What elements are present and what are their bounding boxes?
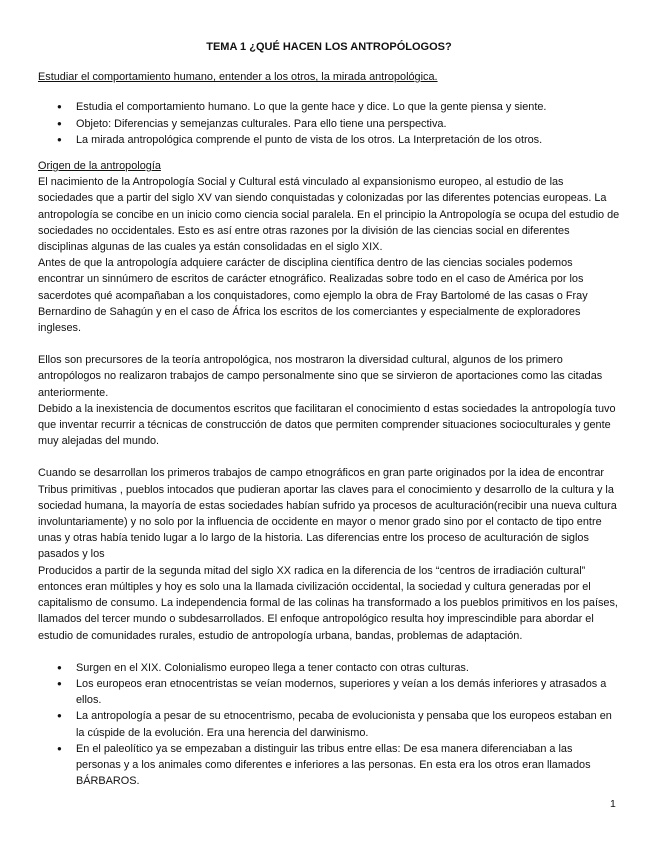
- final-bullet-list: [38, 660, 620, 790]
- paragraph-precursors: Ellos son precursores de la teoría antropológica, nos mostraron la diversidad cultural, algunos de los primero antropólogos no realizaron trabajos de campo personalmente sino que se sirvieron de aportaciones como las citadas anteriormente.: [38, 354, 603, 399]
- paragraph-origin: El nacimiento de la Antropología Social y Cultural está vinculado al expansionismo europeo, al estudio de las sociedades que a partir del siglo XV van siendo conquistadas y colonizadas por las diferentes potencias europeas. La antropología se concibe en un inicio como ciencia social paralela. En el principio la Antropología se ocupa del estudio de sociedades no occidentales. Esto es así entre otras razones por la división de las ciencias social en diferentes disciplinas algunas de las cuales ya están consolidadas en el siglo XIX.: [38, 176, 620, 254]
- document-subtitle: Estudiar el comportamiento humano, entender a los otros, la mirada antropológica.: [38, 71, 438, 84]
- intro-bullet-item: ● La mirada antropológica comprende el punto de vista de los otros. La Interpretación de los otros.: [76, 132, 620, 148]
- final-bullet-item: ● Los europeos eran etnocentristas se veían modernos, superiores y veían a los demás inferiores y atrasados a ellos.: [76, 676, 620, 708]
- section-heading: Origen de la antropología: [38, 160, 161, 173]
- paragraph-ethnographic-writings: Antes de que la antropología adquiere carácter de disciplina científica dentro de las ciencias sociales podemos encontrar un sinnúmero de escritos de carácter etnográfico. Realizadas sobre todo en el caso de América por los sacerdotes qué acompañaban a los conquistadores, como ejemplo la obra de Fray Bartolomé de las casas o Fray Bernardino de Sahagún y en el caso de África los escritos de los comerciantes y especialmente de exploradores ingleses.: [38, 257, 588, 335]
- intro-bullet-item: ● Objeto: Diferencias y semejanzas culturales. Para ello tiene una perspectiva.: [76, 116, 620, 132]
- paragraph-twentieth-century: Producidos a partir de la segunda mitad del siglo XX radica en la diferencia de los “centros de irradiación cultural” entonces eran múltiples y hoy es solo una la llamada civilización occidental, la sociedad y cultura generadas por el capitalismo de consumo. La independencia formal de las colinas ha transformado a los pueblos primitivos en los países, llamados del tercer mundo o subdesarrollados. El enfoque antropológico resulta hoy imprescindible para abordar el estudio de comunidades rurales, estudio de antropología urbana, bandas, problemas de adaptación.: [38, 564, 618, 642]
- document-body: [38, 39, 620, 799]
- final-bullet-item: ● En el paleolítico ya se empezaban a distinguir las tribus entre ellas: De esa manera diferenciaban a las personas y a los animales como diferentes e inferiores a las personas. En esta era los otros eran llamados BÁRBAROS.: [76, 741, 620, 790]
- document-title: TEMA 1 ¿QUÉ HACEN LOS ANTROPÓLOGOS?: [206, 41, 452, 53]
- paragraph-documents: Debido a la inexistencia de documentos escritos que facilitaran el conocimiento d estas sociedades la antropología tuvo que inventar recurrir a técnicas de construcción de datos que permiten comprender situaciones socioculturales y gente muy alejadas del mundo.: [38, 402, 616, 448]
- final-bullet-item: ● Surgen en el XIX. Colonialismo europeo llega a tener contacto con otras culturas.: [76, 660, 620, 676]
- paragraph-fieldwork: Cuando se desarrollan los primeros trabajos de campo etnográficos en gran parte originados por la idea de encontrar Tribus primitivas , pueblos intocados que pudieran aportar las claves para el conocimiento y desarrollo de la cultura y la sociedad humana, la mayoría de estas sociedades habían sufrido ya procesos de aculturación(recibir una nueva cultura involuntariamente) y no solo por la influencia de occidente en mayor o menor grado sino por el contacto de tipo entre unas y otras había tenido lugar a lo largo de la historia. Las diferencias entre los proceso de aculturación de siglos pasados y los: [38, 467, 617, 561]
- intro-bullet-list: [38, 99, 620, 148]
- final-bullet-item: ● La antropología a pesar de su etnocentrismo, pecaba de evolucionista y pensaba que los europeos estaban en la cúspide de la evolución. Era una herencia del darwinismo.: [76, 708, 620, 740]
- intro-bullet-item: ● Estudia el comportamiento humano. Lo que la gente hace y dice. Lo que la gente piensa y siente.: [76, 99, 620, 115]
- page-number: 1: [610, 798, 616, 810]
